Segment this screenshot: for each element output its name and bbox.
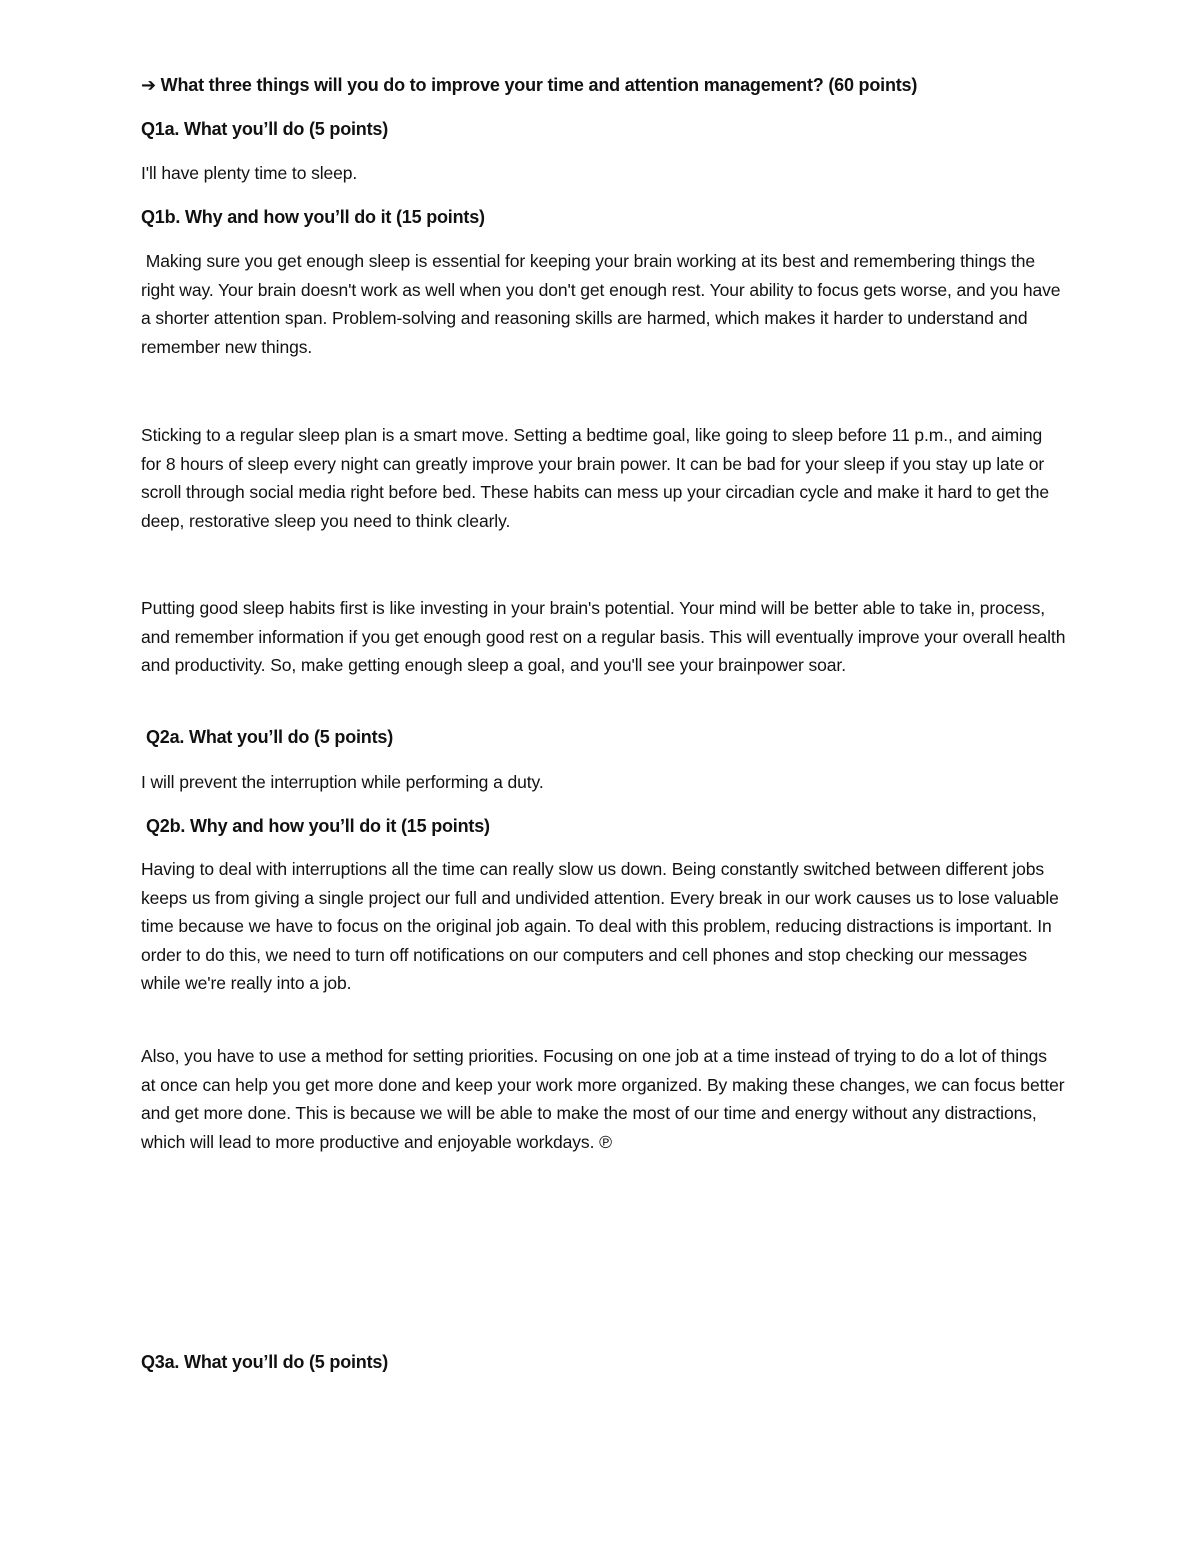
q1b-heading: Q1b. Why and how you’ll do it (15 points) — [141, 207, 485, 227]
q2a-answer: I will prevent the interruption while performing a duty. — [141, 772, 544, 792]
q2a-heading: Q2a. What you’ll do (5 points) — [146, 727, 394, 747]
q1a-answer: I'll have plenty time to sleep. — [141, 163, 358, 183]
q2b-paragraph-1: Having to deal with interruptions all the time can really slow us down. Being constantly switched between different jobs keeps us from giving a single project our full and undivided attention. Every break in our work causes us to lose valuable time because we have to focus on the original job again. To deal with this problem, reducing distractions is important. In order to do this, we need to turn off notifications on our computers and cell phones and stop checking our messages while we're really into a job. — [141, 859, 1059, 993]
q1a-heading: Q1a. What you’ll do (5 points) — [141, 119, 389, 139]
main-question-heading: ➔ What three things will you do to improve your time and attention management? (60 points) — [141, 75, 918, 95]
q2b-paragraph-2: Also, you have to use a method for setting priorities. Focusing on one job at a time instead of trying to do a lot of things at once can help you get more done and keep your work more organized. By making these changes, we can focus better and get more done. This is because we will be able to make the most of our time and energy without any distractions, which will lead to more productive and enjoyable workdays. ℗ — [141, 1046, 1065, 1152]
q2b-heading: Q2b. Why and how you’ll do it (15 points) — [146, 816, 490, 836]
q1b-paragraph-1: Making sure you get enough sleep is essential for keeping your brain working at its best and remembering things the right way. Your brain doesn't work as well when you don't get enough rest. Your ability to focus gets worse, and you have a shorter attention span. Problem-solving and reasoning skills are harmed, which makes it harder to understand and remember new things. — [141, 251, 1066, 357]
q1b-paragraph-3: Putting good sleep habits first is like investing in your brain's potential. Your mind will be better able to take in, process, and remember information if you get enough good rest on a regular basis. This will eventually improve your overall health and productivity. So, make getting enough sleep a goal, and you'll see your brainpower soar. — [141, 598, 1066, 675]
q1b-paragraph-2: Sticking to a regular sleep plan is a smart move. Setting a bedtime goal, like going to sleep before 11 p.m., and aiming for 8 hours of sleep every night can greatly improve your brain power. It can be bad for your sleep if you stay up late or scroll through social media right before bed. These habits can mess up your circadian cycle and make it hard to get the deep, restorative sleep you need to think clearly. — [141, 425, 1049, 531]
q3a-heading: Q3a. What you’ll do (5 points) — [141, 1352, 389, 1372]
